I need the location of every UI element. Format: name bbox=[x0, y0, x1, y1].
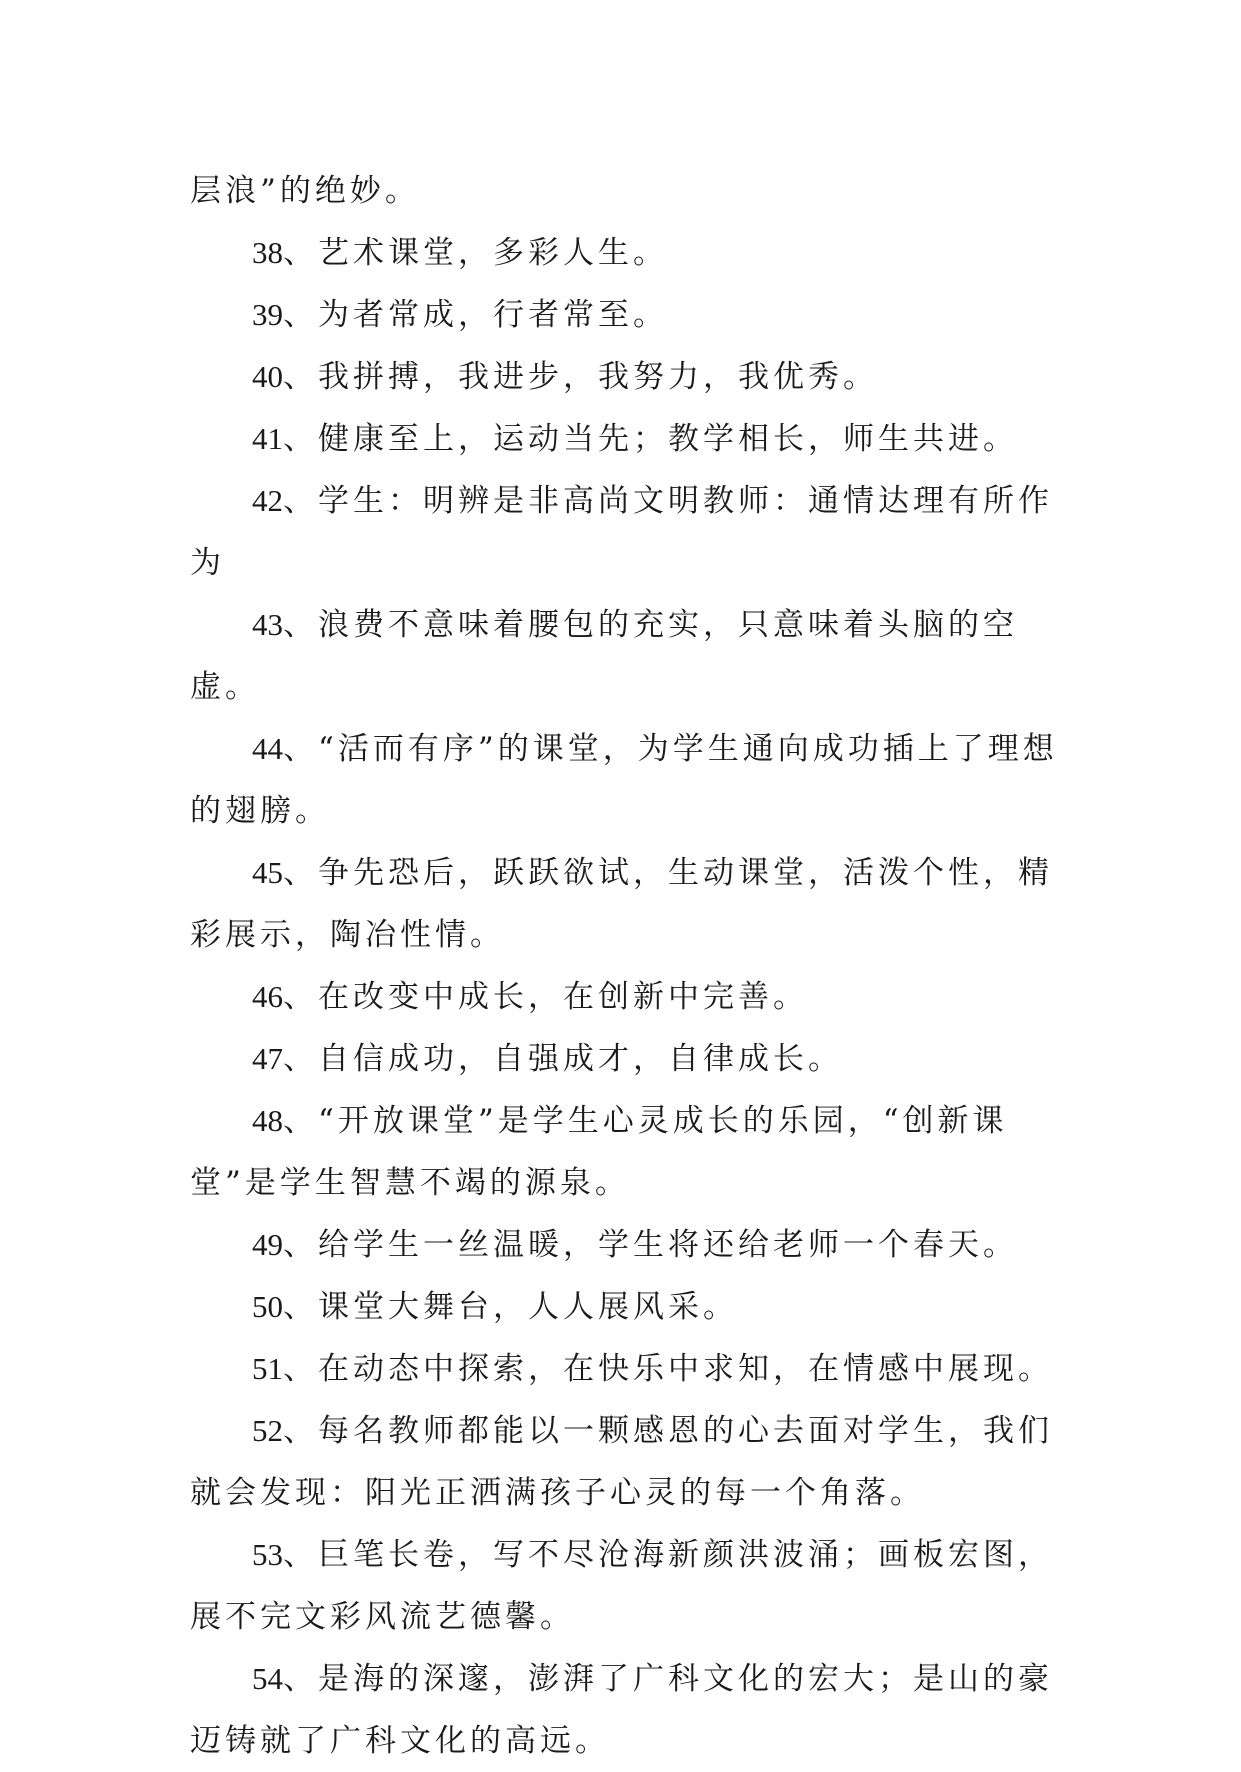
slogan-item-38 bbox=[190, 222, 1070, 284]
item-text: 、是海的深邃，澎湃了广科文化的宏大；是山的豪迈铸就了广科文化的高远。 bbox=[190, 1661, 1053, 1759]
item-text: 、为者常成，行者常至。 bbox=[283, 297, 668, 333]
item-text: 、学生：明辨是非高尚文明教师：通情达理有所作为 bbox=[190, 483, 1053, 581]
slogan-item-50 bbox=[190, 1276, 1070, 1338]
item-number: 50 bbox=[252, 1289, 283, 1324]
item-number: 53 bbox=[252, 1537, 283, 1572]
document-body bbox=[190, 160, 1070, 1772]
item-text: 、课堂大舞台，人人展风采。 bbox=[283, 1289, 738, 1325]
slogan-item-42 bbox=[190, 470, 1070, 594]
slogan-item-49 bbox=[190, 1214, 1070, 1276]
item-number: 40 bbox=[252, 359, 283, 394]
item-text: 、给学生一丝温暖，学生将还给老师一个春天。 bbox=[283, 1227, 1018, 1263]
item-number: 54 bbox=[252, 1661, 283, 1696]
item-text: 、艺术课堂，多彩人生。 bbox=[283, 235, 668, 271]
item-number: 46 bbox=[252, 979, 283, 1014]
item-text: 、浪费不意味着腰包的充实，只意味着头脑的空虚。 bbox=[190, 607, 1018, 705]
item-text: 、巨笔长卷，写不尽沧海新颜洪波涌；画板宏图，展不完文彩风流艺德馨。 bbox=[190, 1537, 1053, 1635]
item-number: 38 bbox=[252, 235, 283, 270]
item-text: 、在改变中成长，在创新中完善。 bbox=[283, 979, 808, 1015]
item-number: 39 bbox=[252, 297, 283, 332]
item-number: 44 bbox=[252, 731, 283, 766]
slogan-item-44 bbox=[190, 718, 1070, 842]
slogan-item-52 bbox=[190, 1400, 1070, 1524]
slogan-item-45 bbox=[190, 842, 1070, 966]
item-number: 51 bbox=[252, 1351, 283, 1386]
item-number: 41 bbox=[252, 421, 283, 456]
item-text: 、每名教师都能以一颗感恩的心去面对学生，我们就会发现：阳光正洒满孩子心灵的每一个角落。 bbox=[190, 1413, 1053, 1511]
item-number: 49 bbox=[252, 1227, 283, 1262]
item-number: 43 bbox=[252, 607, 283, 642]
item-text: 、“开放课堂”是学生心灵成长的乐园，“创新课堂”是学生智慧不竭的源泉。 bbox=[190, 1103, 1008, 1201]
item-text: 、我拼搏，我进步，我努力，我优秀。 bbox=[283, 359, 878, 395]
item-number: 45 bbox=[252, 855, 283, 890]
item-number: 52 bbox=[252, 1413, 283, 1448]
item-text: 层浪”的绝妙。 bbox=[190, 173, 420, 209]
item-number: 48 bbox=[252, 1103, 283, 1138]
slogan-item-41 bbox=[190, 408, 1070, 470]
slogan-item-47 bbox=[190, 1028, 1070, 1090]
slogan-item-48 bbox=[190, 1090, 1070, 1214]
slogan-item-43 bbox=[190, 594, 1070, 718]
item-text: 、在动态中探索，在快乐中求知，在情感中展现。 bbox=[283, 1351, 1053, 1387]
slogan-item-40 bbox=[190, 346, 1070, 408]
item-text: 、自信成功，自强成才，自律成长。 bbox=[283, 1041, 843, 1077]
slogan-item-39 bbox=[190, 284, 1070, 346]
item-text: 、健康至上，运动当先；教学相长，师生共进。 bbox=[283, 421, 1018, 457]
item-number: 47 bbox=[252, 1041, 283, 1076]
slogan-item-53 bbox=[190, 1524, 1070, 1648]
item-number: 42 bbox=[252, 483, 283, 518]
item-text: 、“活而有序”的课堂，为学生通向成功插上了理想的翅膀。 bbox=[190, 731, 1058, 829]
item-text: 、争先恐后，跃跃欲试，生动课堂，活泼个性，精彩展示，陶冶性情。 bbox=[190, 855, 1053, 953]
slogan-item-54 bbox=[190, 1648, 1070, 1772]
continued-paragraph bbox=[190, 160, 1070, 222]
slogan-item-46 bbox=[190, 966, 1070, 1028]
slogan-item-51 bbox=[190, 1338, 1070, 1400]
